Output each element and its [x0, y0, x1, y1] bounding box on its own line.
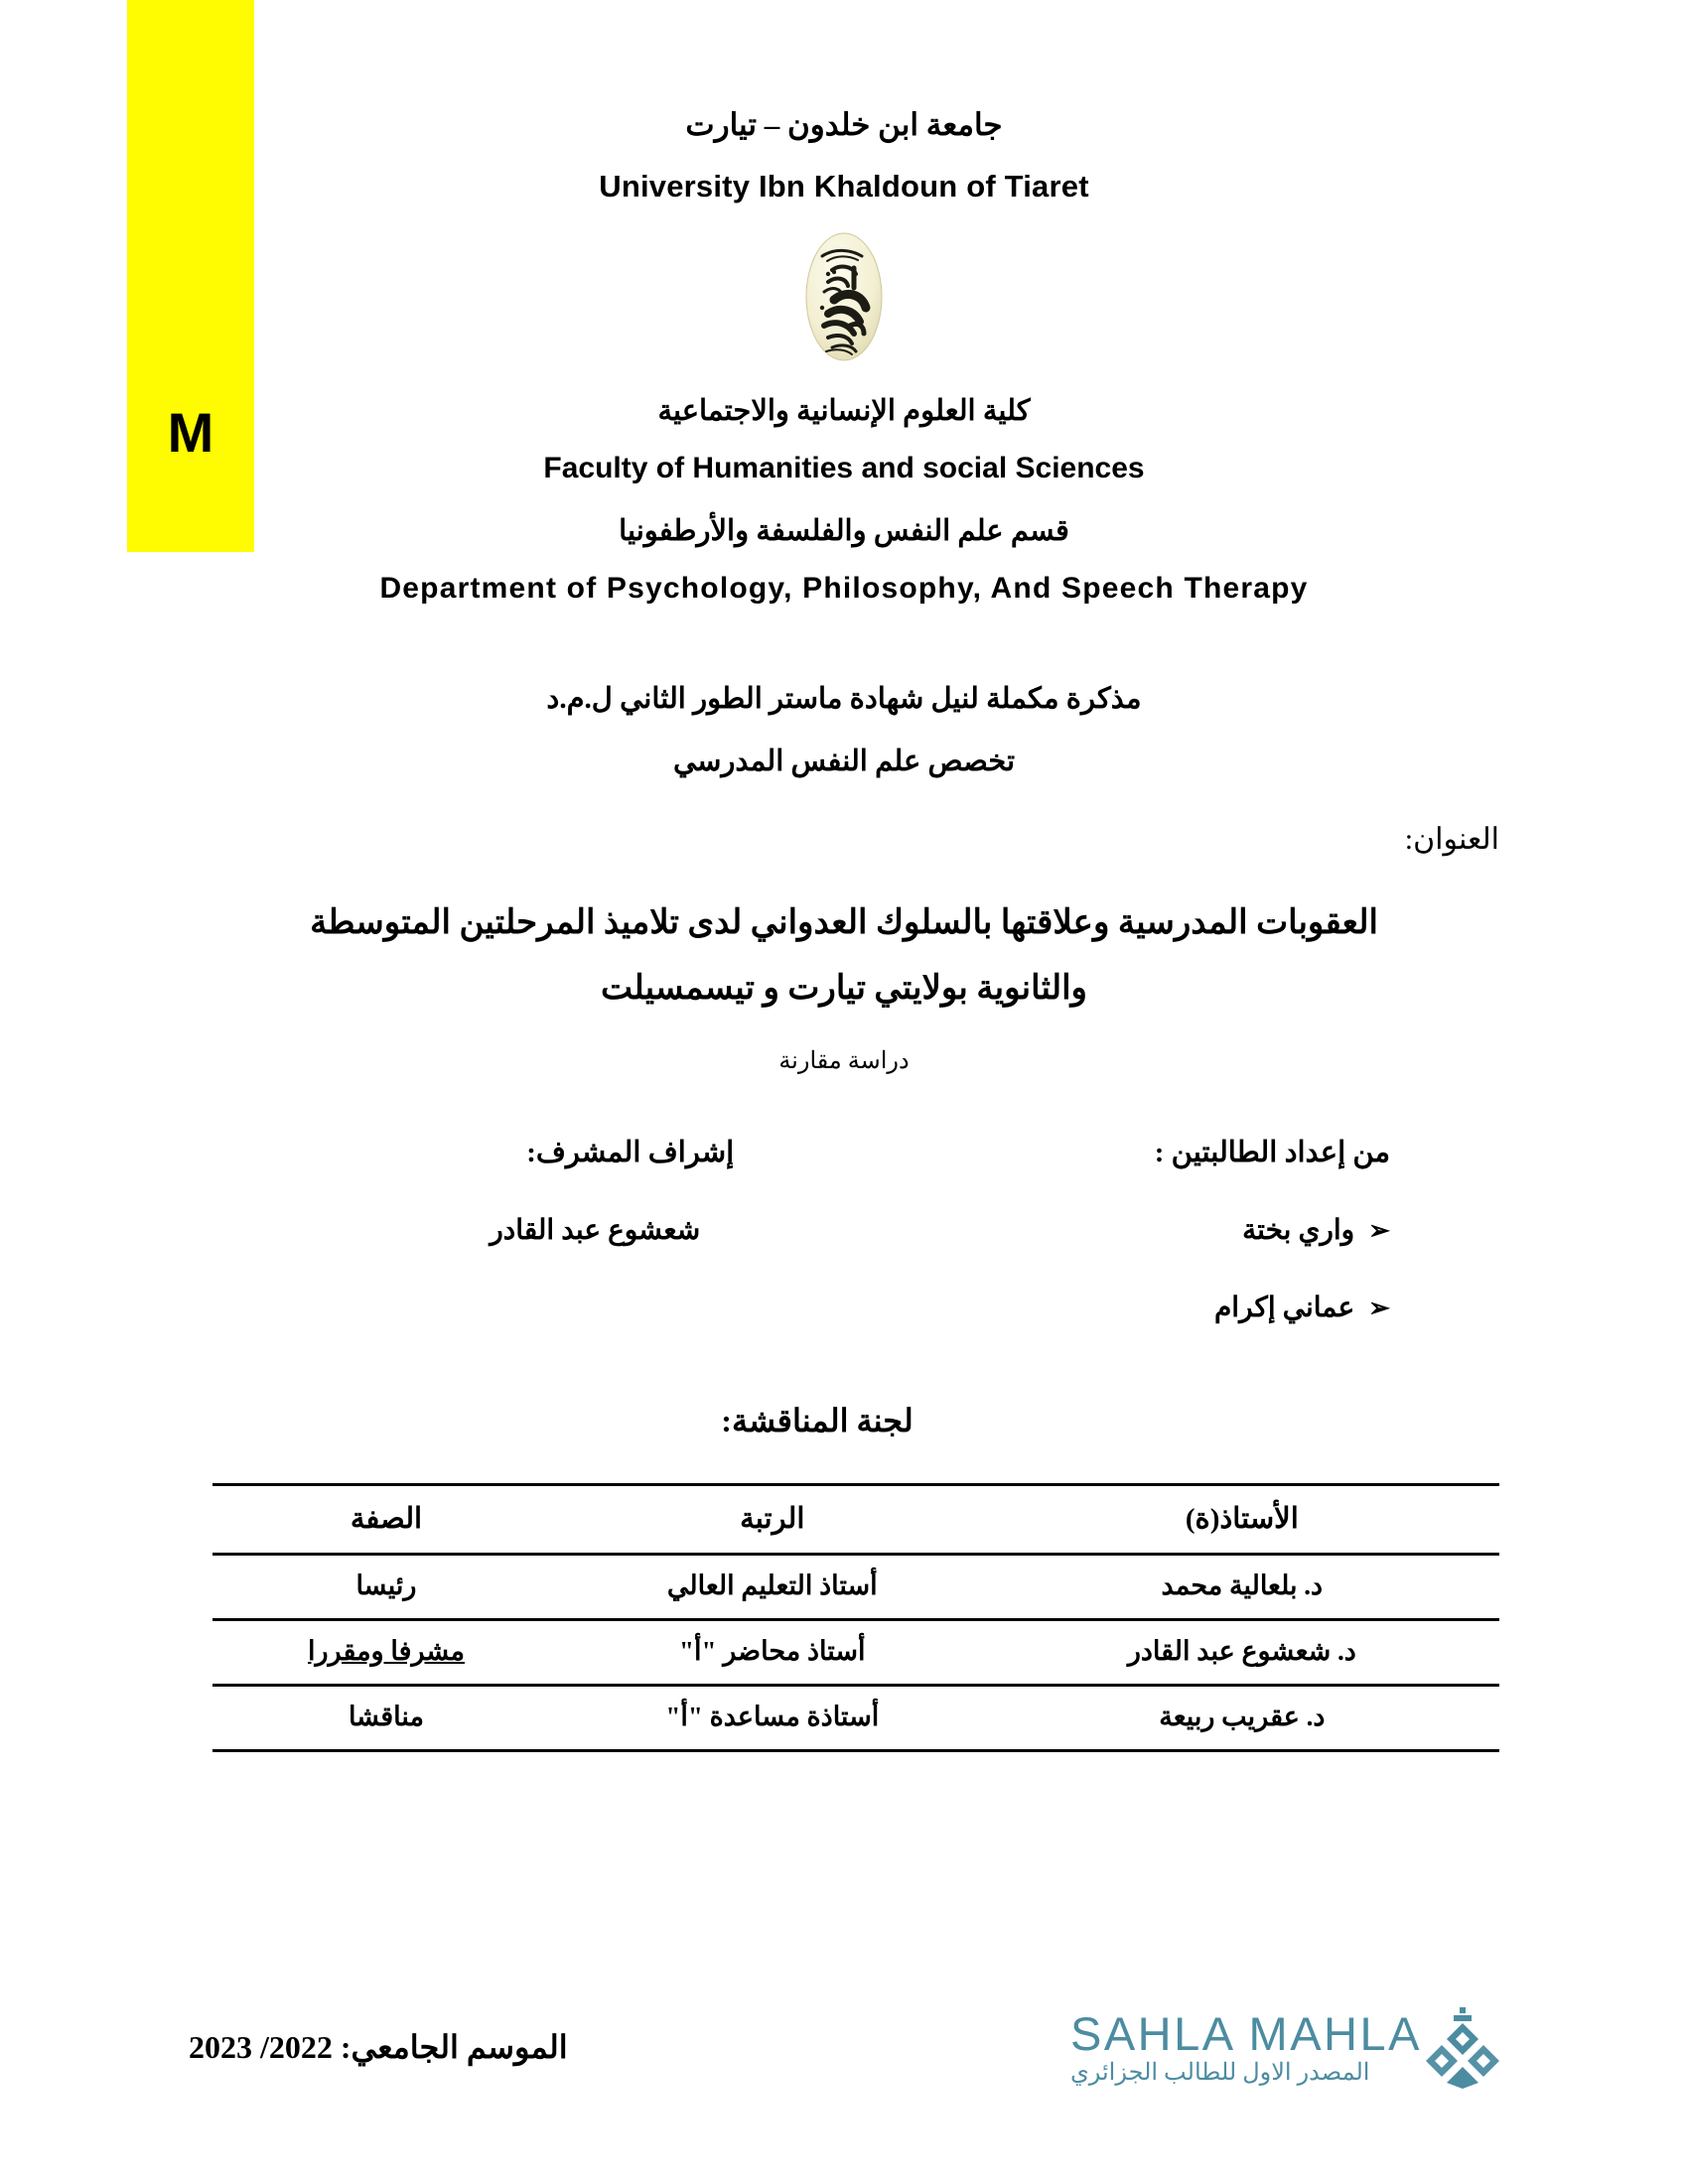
page-footer	[189, 2005, 1499, 2089]
jury-member-rank: أستاذ التعليم العالي	[560, 1554, 985, 1619]
contributors-section	[189, 1135, 1499, 1324]
supervisor-name: شعشوع عبد القادر	[490, 1214, 701, 1246]
list-item	[897, 1213, 1390, 1247]
specialty-line: تخصص علم النفس المدرسي	[672, 746, 1016, 777]
sahla-mahla-watermark	[1047, 2005, 1499, 2089]
table-row	[212, 1685, 1499, 1750]
title-label: العنوان:	[1404, 823, 1499, 856]
jury-member-role: مناقشا	[212, 1685, 560, 1750]
university-name-english: University Ibn Khaldoun of Tiaret	[599, 169, 1089, 204]
brand-tagline: المصدر الاول للطالب الجزائري	[1069, 2059, 1370, 2086]
department-name-english: Department of Psychology, Philosophy, And Speech Therapy	[379, 572, 1309, 605]
jury-member-rank: أستاذ محاضر "أ"	[560, 1619, 985, 1685]
arrow-bullet-icon: ➢	[1368, 1215, 1390, 1245]
thesis-subtitle: دراسة مقارنة	[778, 1047, 910, 1074]
students-list	[897, 1213, 1390, 1324]
degree-statement: مذكرة مكملة لنيل شهادة ماستر الطور الثاني ل.م.د	[546, 683, 1142, 715]
university-seal-wrapper	[189, 230, 1499, 363]
jury-member-name: د. عقريب ربيعة	[985, 1685, 1499, 1750]
student-name: عماني إكرام	[1213, 1292, 1355, 1323]
jury-heading: لجنة المناقشة:	[721, 1402, 914, 1438]
supervisor-heading: إشراف المشرف:	[526, 1136, 735, 1168]
students-column	[897, 1135, 1499, 1324]
column-header-rank: الرتبة	[560, 1484, 985, 1554]
column-header-role: الصفة	[212, 1484, 560, 1554]
column-header-professor: الأستاذ(ة)	[985, 1484, 1499, 1554]
jury-member-name: د. بلعالية محمد	[985, 1554, 1499, 1619]
highlight-letter-m: M	[167, 401, 214, 464]
yellow-highlight-block	[127, 0, 254, 552]
jury-member-role: مشرفا ومقررا	[212, 1619, 560, 1685]
supervisor-column	[189, 1135, 791, 1324]
cover-content	[189, 0, 1499, 1752]
university-seal-icon	[788, 230, 900, 363]
jury-member-role: رئيسا	[212, 1554, 560, 1619]
academic-season: الموسم الجامعي: 2022/ 2023	[189, 2029, 568, 2065]
thesis-title	[189, 890, 1499, 1023]
jury-member-name: د. شعشوع عبد القادر	[985, 1619, 1499, 1685]
university-name-arabic: جامعة ابن خلدون – تيارت	[685, 107, 1003, 142]
table-row	[212, 1619, 1499, 1685]
jury-member-rank: أستاذة مساعدة "أ"	[560, 1685, 985, 1750]
arrow-bullet-icon: ➢	[1368, 1293, 1390, 1322]
brand-name: SAHLA MAHLA	[1069, 2006, 1422, 2060]
faculty-name-english: Faculty of Humanities and social Sciences	[543, 452, 1145, 484]
brand-text-group	[1069, 2006, 1422, 2086]
faculty-name-arabic: كلية العلوم الإنسانية والاجتماعية	[657, 395, 1031, 427]
students-heading: من إعداد الطالبتين :	[1154, 1136, 1390, 1168]
table-row	[212, 1554, 1499, 1619]
thesis-title-line-1: العقوبات المدرسية وعلاقتها بالسلوك العدواني لدى تلاميذ المرحلتين المتوسطة	[310, 904, 1378, 941]
department-name-arabic: قسم علم النفس والفلسفة والأرطفونيا	[619, 515, 1069, 547]
table-header-row	[212, 1484, 1499, 1554]
student-name: واري بختة	[1242, 1214, 1355, 1246]
diamond-ornament-icon	[1426, 2005, 1499, 2089]
thesis-title-line-2: والثانوية بولايتي تيارت و تيسمسيلت	[601, 970, 1087, 1008]
list-item	[897, 1291, 1390, 1324]
jury-table	[212, 1483, 1499, 1752]
